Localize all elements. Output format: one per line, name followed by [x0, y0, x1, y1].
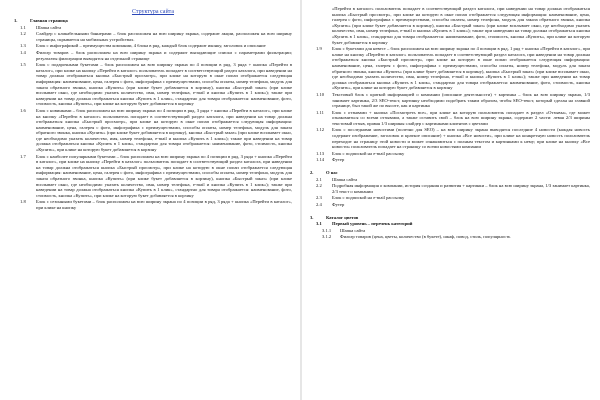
outline-item — [310, 202, 590, 208]
outline-number: 1.11 — [316, 109, 324, 115]
outline-number: 1.5 — [20, 62, 26, 68]
outline-number: 1.13 — [316, 150, 325, 156]
outline-number: 1.6 — [20, 107, 26, 113]
outline-number: 2.3 — [316, 195, 322, 201]
outline-item — [14, 43, 292, 49]
outline-text: Фильтр товаров (цена, цветы, количество (в букете), шкаф, повод, стиль, популярность — [340, 234, 511, 240]
outline-number: 1.1 — [20, 24, 26, 30]
outline-number: 1.10 — [316, 91, 325, 97]
outline-text: Подробная информация о компании, история создания и развития + картинки – блок на всю ширину экрана, 1/3 занимает картинка, 2/3 текст о компании — [332, 183, 590, 194]
outline-number: 1. — [14, 18, 18, 23]
outline-text: Блок с наиболее популярными букетами – блок расположен на всю ширину экрана по 4 позиции в ряд, 3 ряда + кнопка «Перейти в каталог», при клике на кнопку «Перейти в каталог» пользователь попадает в соответствующий раздел каталога, при наведении на товар должна отображаться кнопка «Быстрый просмотр», при клике на которую в окне попап отображается следующая информация: наименование, цена, галерея с фото, инфографика с преимуществами, способы оплаты, номер телефона, модуль для заказа обратного звонка, кнопка «Купить» (при клике букет добавляется в корзину), кнопка «Быстрый заказ» (при клике всплывает окно, где необходимо указать количество, имя, номер телефона, e-mail и кнопка «Купить в 1 клик»); также при наведении на товар должна отображаться кнопка «Купить в 1 клик», стандартно для товара отображается: наименование, фото, стоимость, кнопка «Купить», при клике на которую букет добавляется в корзину — [36, 153, 292, 198]
outline-item — [310, 46, 590, 91]
outline-item — [14, 199, 292, 210]
outline-text: О нас — [326, 170, 338, 176]
outline-item — [14, 31, 292, 42]
outline-item — [310, 127, 590, 149]
outline-item — [310, 234, 590, 240]
outline-number: 2.2 — [316, 183, 322, 189]
left-page-content — [14, 18, 292, 211]
outline-item — [14, 25, 292, 31]
outline-text: Шапка сайта — [332, 176, 358, 182]
outline-text: Блок с букетами для невест – блок расположен на всю ширину экрана по 4 позиции в ряд, 1 ряд + кнопка «Перейти в каталог», при клике на кнопку «Перейти в каталог» пользователь попадает в соответствующий раздел каталога, при наведении на товар должна отображаться кнопка «Быстрый просмотр», при клике на которую в окне попап отображается следующая информация: наименование, цена, галерея с фото, инфографика с преимуществами, способы оплаты, номер телефона, модуль для заказа обратного звонка, кнопка «Купить» (при клике букет добавляется в корзину), кнопка «Быстрый заказ» (при клике всплывает окно, где необходимо указать количество, имя, номер телефона, e-mail и кнопка «Купить в 1 клик»); также при наведении на товар должна отображаться кнопка «Купить в 1 клик», стандартно для товара отображается: наименование, фото, стоимость, кнопка «Купить», при клике на которую букет добавляется в корзину — [332, 46, 590, 91]
outline-item — [310, 157, 590, 163]
outline-item — [310, 177, 590, 183]
outline-number: 3.1 — [316, 221, 322, 227]
outline-number: 1.8 — [20, 199, 26, 205]
outline-item — [310, 221, 590, 227]
outline-text: Первый уровень – перечень категорий — [332, 221, 413, 227]
outline-text: Блок с новинками – блок расположен на всю ширину экрана по 4 позиции в ряд, 3 ряда + кнопка «Перейти в каталог», при клике на кнопку «Перейти в каталог» пользователь попадает в соответствующий раздел каталога, при наведении на товар должна отображаться кнопка «Быстрый просмотр», при клике на которую в окне попап отображается следующая информация: наименование, цена, галерея с фото, инфографика с преимуществами, способы оплаты, номер телефона, модуль для заказа обратного звонка, кнопка «Купить» (при клике букет добавляется в корзину), кнопка «Быстрый заказ» (при клике всплывает окно, где необходимо указать количество, имя, номер телефона, e-mail и кнопка «Купить в 1 клик»); также при наведении на товар должна отображаться кнопка «Купить в 1 клик», стандартно для товара отображается: наименование, фото, стоимость, кнопка «Купить», при клике на которую букет добавляется в корзину — [36, 107, 292, 153]
section-heading — [310, 215, 590, 221]
outline-text: Шапка сайта — [340, 227, 366, 233]
outline-number: 1.12 — [316, 127, 325, 133]
outline-text: Блок с инфографикой – преимущества компании, 4 блока в ряд, каждый блок содержит иконку, заголовок и описание — [36, 43, 266, 49]
outline-number: 3.1.2 — [322, 234, 332, 240]
outline-item — [14, 62, 292, 107]
outline-text: Блок с подарочными букетами – блок расположен на всю ширину экрана по 4 позиции в ряд, 3 ряда + кнопка «Перейти в каталог», при клике на кнопку «Перейти в каталог» пользователь попадает в соответствующий раздел каталога, при наведении на товар должна отображаться кнопка «Быстрый просмотр», при клике на которую в окне попап отображается следующая информация: наименование, цена, галерея с фото, инфографика с преимуществами, способы оплаты, номер телефона, модуль для заказа обратного звонка, кнопка «Купить» (при клике букет добавляется в корзину), кнопка «Быстрый заказ» (при клике всплывает окно, где необходимо указать количество, имя, номер телефона, e-mail и кнопка «Купить в 1 клик»); также при наведении на товар должна отображаться кнопка «Купить в 1 клик», стандартно для товара отображается: наименование, фото, стоимость, кнопка «Купить», при клике на которую букет добавляется в корзину — [36, 62, 292, 107]
section-gap — [310, 209, 590, 214]
outline-text: «Перейти в каталог» пользователь попадает в соответствующий раздел каталога, при наведении на товар должна отображаться кнопка «Быстрый просмотр», при клике на которую в окне попап отображается следующая информация: наименование, цена, галерея с фото, инфографика с преимуществами, способы оплаты, номер телефона, модуль для заказа обратного звонка, кнопка «Купить» (при клике букет добавляется в корзину), кнопка «Быстрый заказ» (при клике всплывает окно, где необходимо указать количество, имя, номер телефона, e-mail и кнопка «Купить в 1 клик»); также при наведении на товар должна отображаться кнопка «Купить в 1 клик», стандартно для товара отображается: наименование, фото, стоимость, кнопка «Купить», при клике на которую букет добавляется в корзину — [332, 6, 590, 45]
outline-number: 1.2 — [20, 31, 26, 37]
outline-number: 3.1.1 — [322, 227, 332, 233]
outline-item — [310, 151, 590, 157]
outline-text: Футер — [332, 157, 345, 163]
outline-number: 2.1 — [316, 176, 322, 182]
outline-text: Футер — [332, 202, 345, 207]
outline-text: Фильтр товаров – блок расположен на всю ширину экрана и содержит выпадающие списки с параметрами фильтрации; результаты фильтрации выводятся на отдельной странице — [36, 49, 292, 61]
section-heading — [310, 170, 590, 176]
outline-number: 1.7 — [20, 153, 26, 159]
outline-number: 1.3 — [20, 43, 26, 49]
outline-item — [310, 195, 590, 201]
outline-number: 1.9 — [316, 46, 322, 52]
outline-text: Текстовый блок с краткой информацией о компании (описание деятельности) + картинка – блок на всю ширину экрана, 1/3 занимает картинка, 2/3 SEO-текст, картинку необходимо подобрать таким образом, чтобы SEO-текст, который сделан на главной странице, был такой же по высоте, как и картинка — [332, 91, 590, 109]
outline-text: Главная страница — [30, 18, 68, 23]
outline-item — [14, 154, 292, 199]
outline-item — [14, 108, 292, 153]
outline-text: Шапка сайта — [36, 24, 62, 30]
outline-text: Блок с отзывами + кнопка «Посмотреть все», при клике на которую пользователь попадает в раздел «Отзывы», где может ознакомиться со всеми отзывами, а также оставить свой – блок на всю ширину экрана, содержит 2 части: левая 2/3 ширины текстовый отзыв, правая 1/3 ширины слайдер с картинками клиентов с цветами — [332, 109, 590, 126]
outline-text: Блок с последними новостями (полезно для SEO) – на всю ширину экрана выводятся последние 4 новости (каждая новость содержит изображение, заголовок и краткое описание) + кнопка «Все новости», при клике на конкретную новость пользователь переходит на страницу этой новости и может ознакомиться с полным текстом и картинками к нему; при клике на кнопку «Все новости» пользователь попадает на страницу со всеми новостями компании — [332, 127, 590, 150]
outline-text: Блок с сезонными букетами – блок расположен на всю ширину экрана по 4 позиции в ряд, 3 ряда + кнопка «Перейти в каталог», при клике на кнопку — [36, 199, 292, 210]
outline-number: 3. — [310, 214, 314, 220]
outline-item — [310, 92, 590, 109]
outline-item — [310, 228, 590, 234]
document-page-right — [302, 0, 600, 400]
right-page-content — [310, 6, 590, 240]
outline-number: 1.14 — [316, 157, 325, 163]
outline-item — [14, 50, 292, 61]
document-title: Структура сайта — [131, 9, 175, 15]
outline-number: 1.4 — [20, 49, 26, 55]
outline-text: Блок с подпиской на e-mail рассылку — [332, 195, 405, 201]
outline-item — [310, 6, 590, 45]
outline-item — [310, 110, 590, 127]
outline-text: Блок с подпиской на e-mail рассылку — [332, 150, 405, 156]
outline-text: Каталог цветов — [326, 214, 359, 220]
section-heading — [14, 18, 292, 24]
outline-number: 2.4 — [316, 202, 322, 207]
outline-text: Слайдер с кликабельными баннерами – блок расположен на всю ширину экрана, содержит акции, расположен на всю ширину страницы, скрывается на мобильных устройствах. — [36, 31, 292, 42]
section-gap — [310, 164, 590, 169]
outline-item — [310, 183, 590, 194]
outline-number: 2. — [310, 170, 314, 176]
